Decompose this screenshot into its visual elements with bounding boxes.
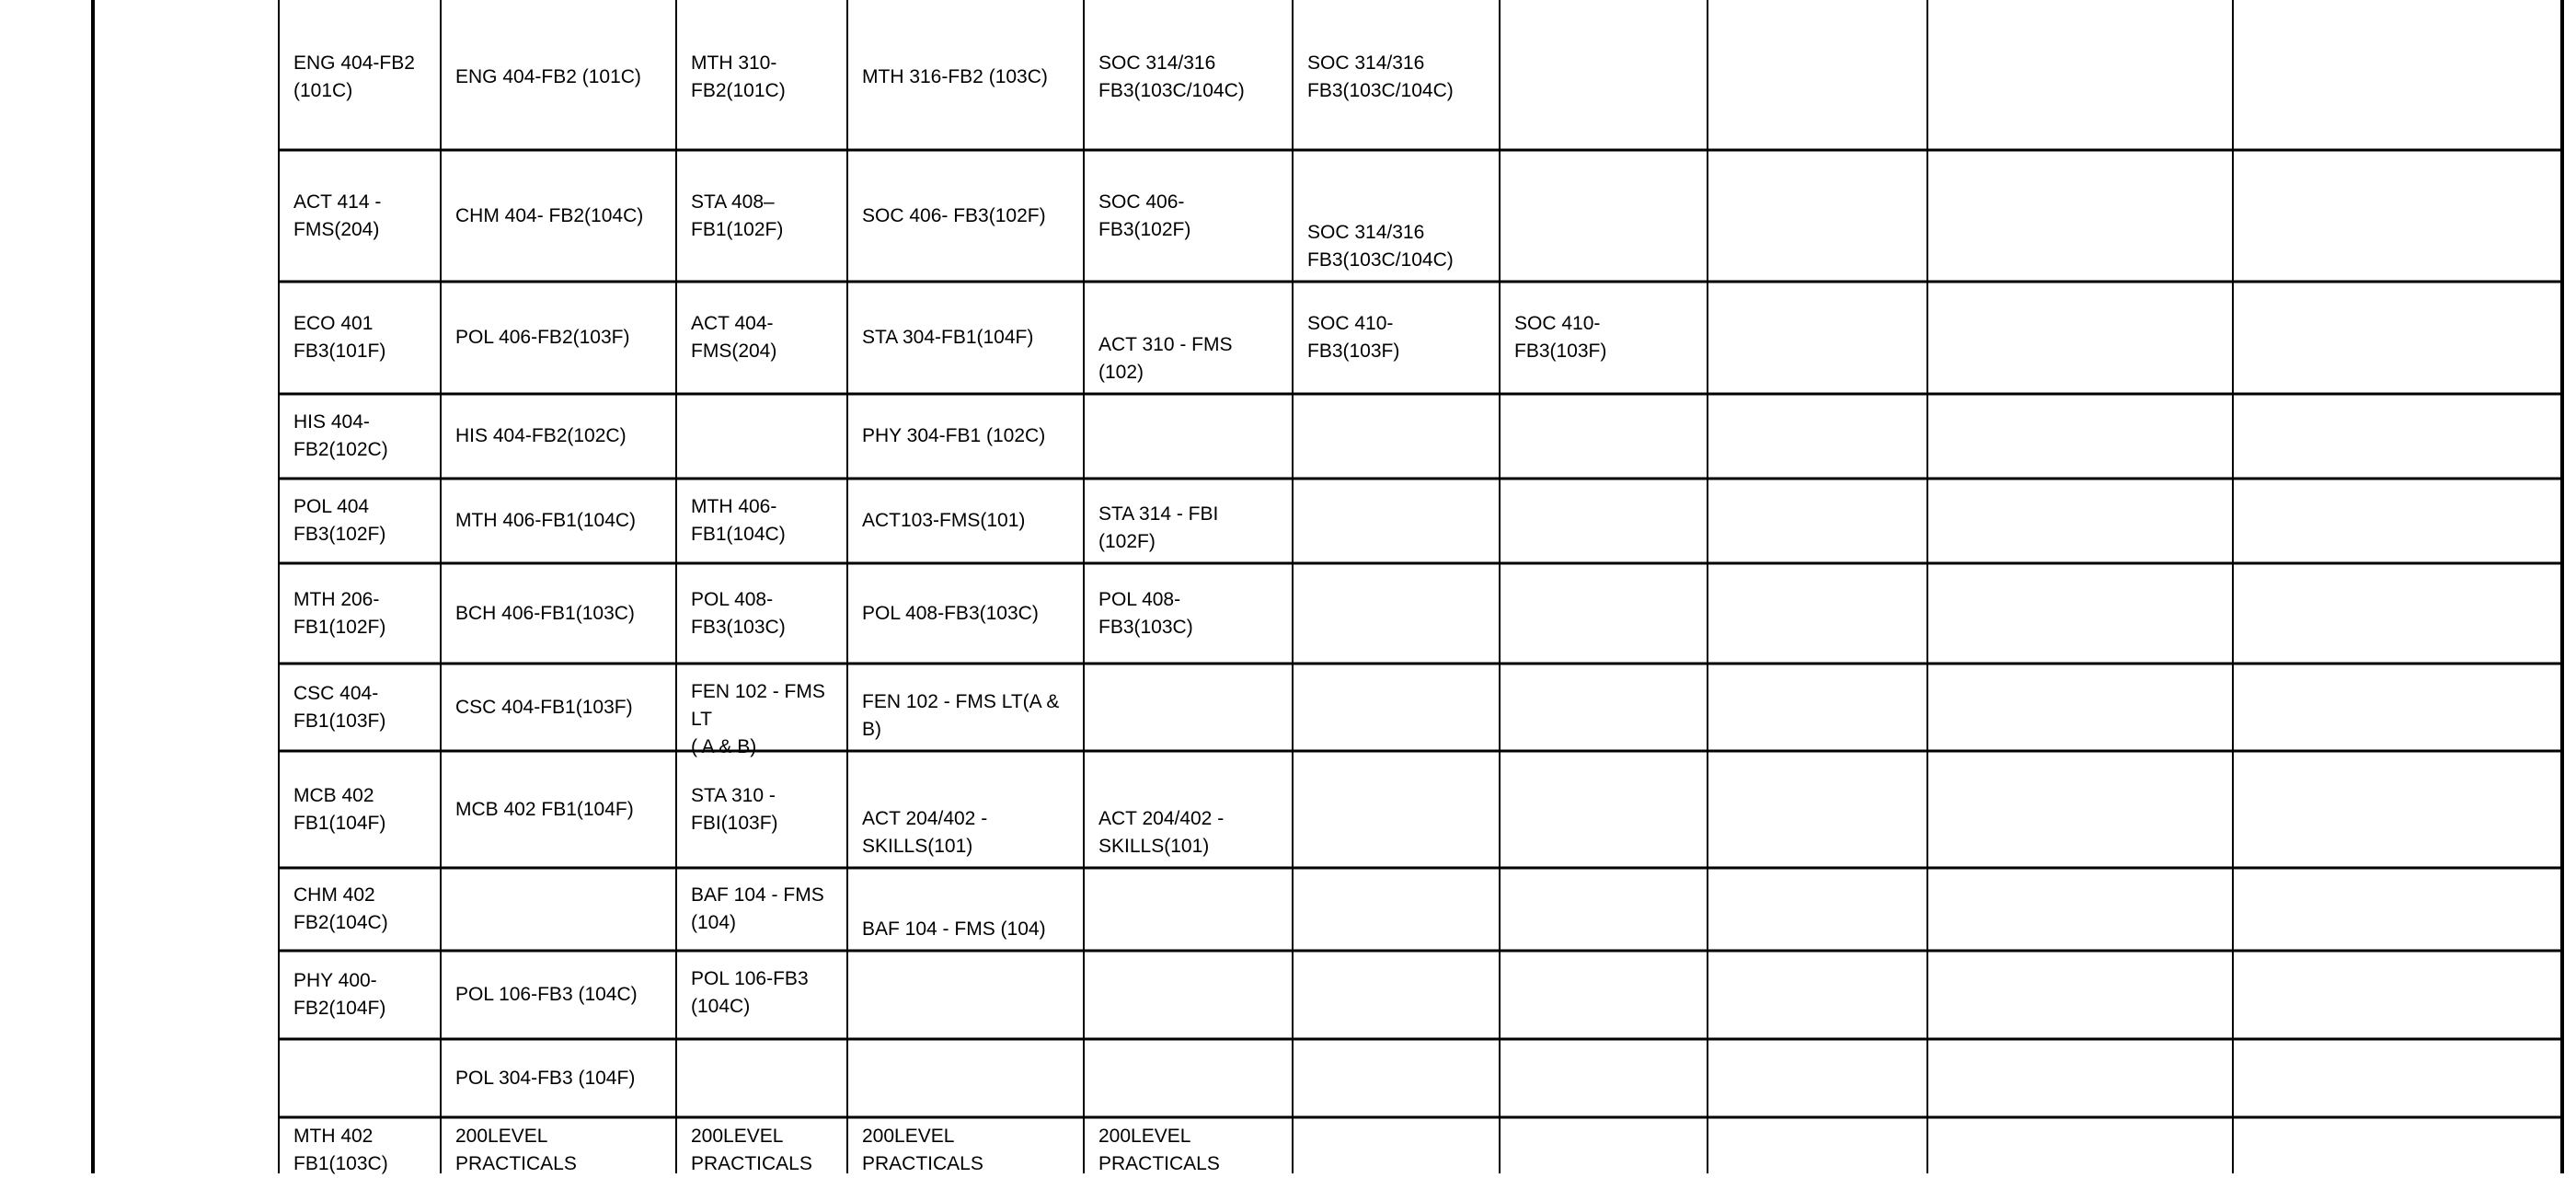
timetable-cell: 200LEVEL PRACTICALS bbox=[1098, 1126, 1220, 1174]
timetable-cell: POL 304-FB3 (104F) bbox=[455, 1067, 636, 1089]
timetable-cell: ACT 204/402 - SKILLS(101) bbox=[862, 808, 988, 857]
timetable-cell: POL 408- FB3(103C) bbox=[691, 588, 786, 638]
timetable-cell: MCB 402 FB1(104F) bbox=[293, 784, 386, 834]
timetable-cell: STA 310 - FBI(103F) bbox=[691, 784, 778, 834]
timetable-cell: PHY 304-FB1 (102C) bbox=[862, 425, 1046, 446]
timetable-cell: 200LEVEL PRACTICALS bbox=[862, 1126, 983, 1174]
timetable-cell: POL 408-FB3(103C) bbox=[862, 602, 1039, 624]
timetable-cell: POL 408- FB3(103C) bbox=[1098, 588, 1193, 638]
timetable-cell: ACT 414 - FMS(204) bbox=[293, 191, 382, 240]
timetable-cell: MTH 406-FB1(104C) bbox=[455, 510, 637, 531]
timetable-cell: STA 304-FB1(104F) bbox=[862, 327, 1034, 348]
timetable-cell: ECO 401 FB3(101F) bbox=[293, 313, 386, 362]
timetable-cell: CSC 404- FB1(103F) bbox=[293, 682, 386, 732]
timetable-cell: FEN 102 - FMS LT(A & B) bbox=[862, 691, 1060, 740]
timetable-cell: 200LEVEL PRACTICALS bbox=[691, 1126, 812, 1174]
timetable-cell: SOC 406- FB3(102F) bbox=[862, 204, 1046, 226]
timetable-cell: CSC 404-FB1(103F) bbox=[455, 696, 633, 718]
timetable-cell: CHM 404- FB2(104C) bbox=[455, 204, 644, 226]
timetable-cell: PHY 400- FB2(104F) bbox=[293, 970, 386, 1019]
timetable-cell: FEN 102 - FMS LT ( A & B) bbox=[691, 681, 825, 757]
timetable-cell: MTH 402 FB1(103C) bbox=[293, 1126, 388, 1174]
timetable-cell: ENG 404-FB2 (101C) bbox=[293, 52, 415, 101]
timetable-cell: POL 406-FB2(103F) bbox=[455, 327, 630, 348]
timetable-cell: MTH 406- FB1(104C) bbox=[691, 496, 786, 545]
timetable-cell: POL 404 FB3(102F) bbox=[293, 496, 386, 545]
timetable-cell: SOC 410- FB3(103F) bbox=[1307, 313, 1400, 362]
timetable-cell: SOC 410- FB3(103F) bbox=[1514, 313, 1607, 362]
timetable-cell: SOC 314/316 FB3(103C/104C) bbox=[1307, 222, 1454, 271]
timetable-cell: MTH 316-FB2 (103C) bbox=[862, 65, 1048, 87]
timetable-cell: ACT 404- FMS(204) bbox=[691, 313, 777, 362]
timetable-cell: ENG 404-FB2 (101C) bbox=[455, 65, 641, 87]
timetable-cell: MCB 402 FB1(104F) bbox=[455, 798, 634, 820]
timetable-cell: SOC 406- FB3(102F) bbox=[1098, 191, 1191, 240]
timetable-cell: ACT 310 - FMS (102) bbox=[1098, 334, 1233, 383]
timetable-cell: HIS 404-FB2(102C) bbox=[455, 425, 627, 446]
timetable-cell: MTH 206- FB1(102F) bbox=[293, 588, 386, 638]
timetable-cell: BCH 406-FB1(103C) bbox=[455, 602, 635, 624]
timetable-cell: STA 408– FB1(102F) bbox=[691, 191, 784, 240]
timetable-cell: ACT103-FMS(101) bbox=[862, 510, 1026, 531]
timetable-cell: CHM 402 FB2(104C) bbox=[293, 884, 388, 933]
timetable-cell: MTH 310- FB2(101C) bbox=[691, 52, 786, 101]
timetable-cell: POL 106-FB3 (104C) bbox=[455, 984, 638, 1005]
timetable-cell: SOC 314/316 FB3(103C/104C) bbox=[1098, 52, 1245, 101]
timetable-cell: ACT 204/402 - SKILLS(101) bbox=[1098, 808, 1225, 857]
timetable-cell: BAF 104 - FMS (104) bbox=[862, 918, 1046, 940]
timetable-cell: BAF 104 - FMS (104) bbox=[691, 884, 824, 933]
timetable-cell: SOC 314/316 FB3(103C/104C) bbox=[1307, 52, 1454, 101]
timetable-cell: STA 314 - FBI (102F) bbox=[1098, 503, 1219, 552]
timetable-cell: HIS 404- FB2(102C) bbox=[293, 411, 388, 460]
timetable-cell: 200LEVEL PRACTICALS bbox=[455, 1126, 577, 1174]
timetable-cell: POL 106-FB3 (104C) bbox=[691, 968, 809, 1017]
